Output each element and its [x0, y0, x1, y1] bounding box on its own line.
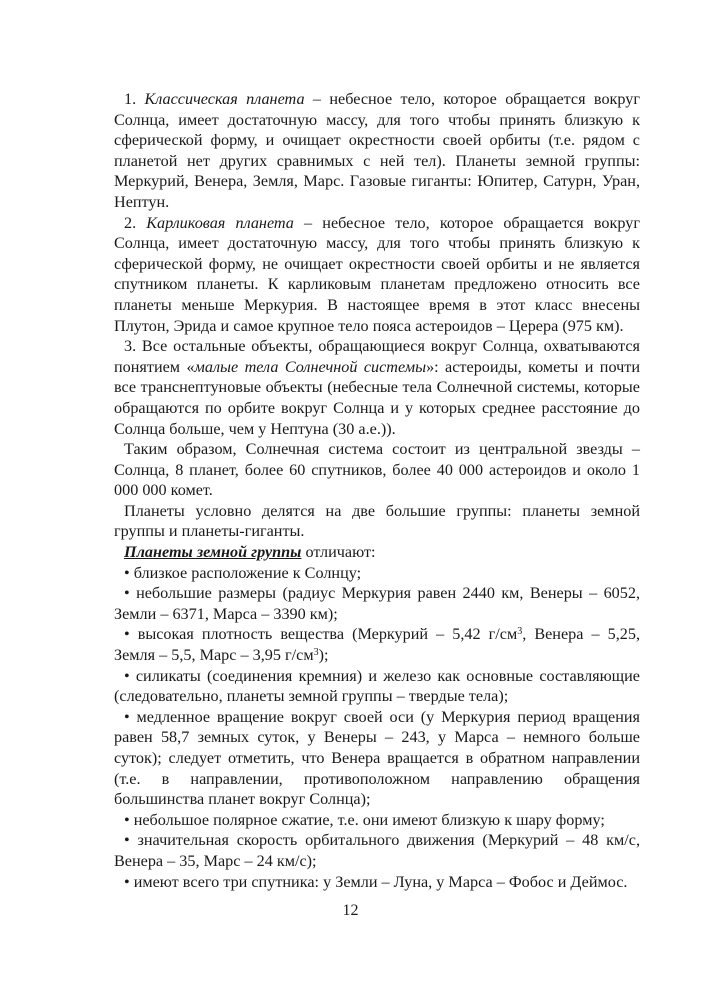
- paragraph-text: Все остальные объекты, обращающиеся вокруг Солнца, охватываются понятием «: [114, 337, 640, 376]
- bullet-item: [114, 563, 640, 584]
- paragraph-text: »: астероиды, кометы и почти все транснептуновые объекты (небесные тела Солнечной системы, которые обращаются по орбите вокруг Солнца и у которых среднее расстояние до Солнца больше, чем у Нептуна (30 а.е.)).: [114, 357, 641, 438]
- paragraph-text: Планеты условно делятся на две большие группы: планеты земной группы и планеты-гиганты.: [114, 501, 640, 541]
- term-dwarf-planet: Карликовая планета: [146, 213, 294, 232]
- bullet-text: • близкое расположение к Солнцу;: [124, 563, 362, 582]
- paragraph-text: – небесное тело, которое обращается вокруг Солнца, имеет достаточную массу, для того чтобы принять близкую к сферической форму, не очищает окрестности своей орбиты и не является спутником планеты. К карликовым планетам предложено относить все планеты меньше Меркурия. В настоящее время в этот класс внесены Плутон, Эрида и самое крупное тело пояса астероидов – Церера (975 км).: [114, 213, 640, 335]
- paragraph-text: Таким образом, Солнечная система состоит из центральной звезды – Солнца, 8 планет, более 60 спутников, более 40 000 астероидов и около 1 000 000 комет.: [114, 440, 640, 500]
- paragraph-number: 1.: [124, 90, 145, 108]
- bullet-item: [114, 624, 640, 665]
- superscript: 3: [313, 647, 319, 659]
- page-body: [114, 89, 640, 892]
- superscript: 3: [517, 626, 523, 638]
- bullet-text: , Венера – 5,25, Земля – 5,5, Марс – 3,95 г/см: [114, 625, 640, 665]
- paragraph-small-bodies: [114, 336, 640, 439]
- bullet-text: • медленное вращение вокруг своей оси (у Меркурия период вращения равен 58,7 земных суток, у Венеры – 243, у Марса – немного больше суток); следует отметить, что Венера вращается в обратном направлении (т.е. в направлении, противоположном направлению обращения большинства планет вокруг Солнца);: [114, 707, 640, 809]
- paragraph-classical-planet: [114, 89, 640, 213]
- term-classical-planet: Классическая планета: [144, 90, 305, 108]
- bullet-text: • значительная скорость орбитального движения (Меркурий – 48 км/с, Венера – 35, Марс – 24 км/с);: [114, 831, 640, 870]
- bullet-text: • имеют всего три спутника: у Земли – Луна, у Марса – Фобос и Деймос.: [124, 872, 628, 891]
- term-terrestrial-planets: Планеты земной группы: [124, 543, 302, 562]
- page-number: 12: [342, 902, 359, 919]
- bullet-text: • силикаты (соединения кремния) и железо как основные составляющие (следовательно, планеты земной группы – твердые тела);: [114, 666, 640, 706]
- paragraph-solar-system-summary: [114, 439, 640, 501]
- bullet-item: [114, 666, 640, 707]
- bullet-text: );: [318, 646, 329, 665]
- paragraph-terrestrial-intro: [114, 542, 640, 563]
- paragraph-text: отличают:: [301, 543, 376, 562]
- paragraph-number: 3.: [124, 337, 142, 356]
- paragraph-planet-groups: [114, 501, 640, 542]
- bullet-text: • небольшие размеры (радиус Меркурия равен 2440 км, Венеры – 6052, Земли – 6371, Марса – 3390 км);: [114, 584, 640, 623]
- paragraph-number: 2.: [124, 213, 147, 232]
- bullet-text: • высокая плотность вещества (Меркурий – 5,42 г/см: [124, 625, 518, 644]
- bullet-item: [114, 583, 640, 624]
- bullet-item: [114, 830, 640, 871]
- paragraph-dwarf-planet: [114, 213, 640, 337]
- paragraph-text: – небесное тело, которое обращается вокруг Солнца, имеет достаточную массу, для того чтобы принять близкую к сферической форму, и очищает окрестности своей орбиты (т.е. рядом с планетой нет других сравнимых с ней тел). Планеты земной группы: Меркурий, Венера, Земля, Марс. Газовые гиганты: Юпитер, Сатурн, Уран, Нептун.: [114, 90, 641, 211]
- bullet-text: • небольшое полярное сжатие, т.е. они имеют близкую к шару форму;: [124, 810, 605, 829]
- term-small-bodies: малые тела Солнечной системы: [194, 357, 427, 376]
- bullet-item: [114, 872, 640, 893]
- bullet-item: [114, 810, 640, 831]
- bullet-item: [114, 707, 640, 810]
